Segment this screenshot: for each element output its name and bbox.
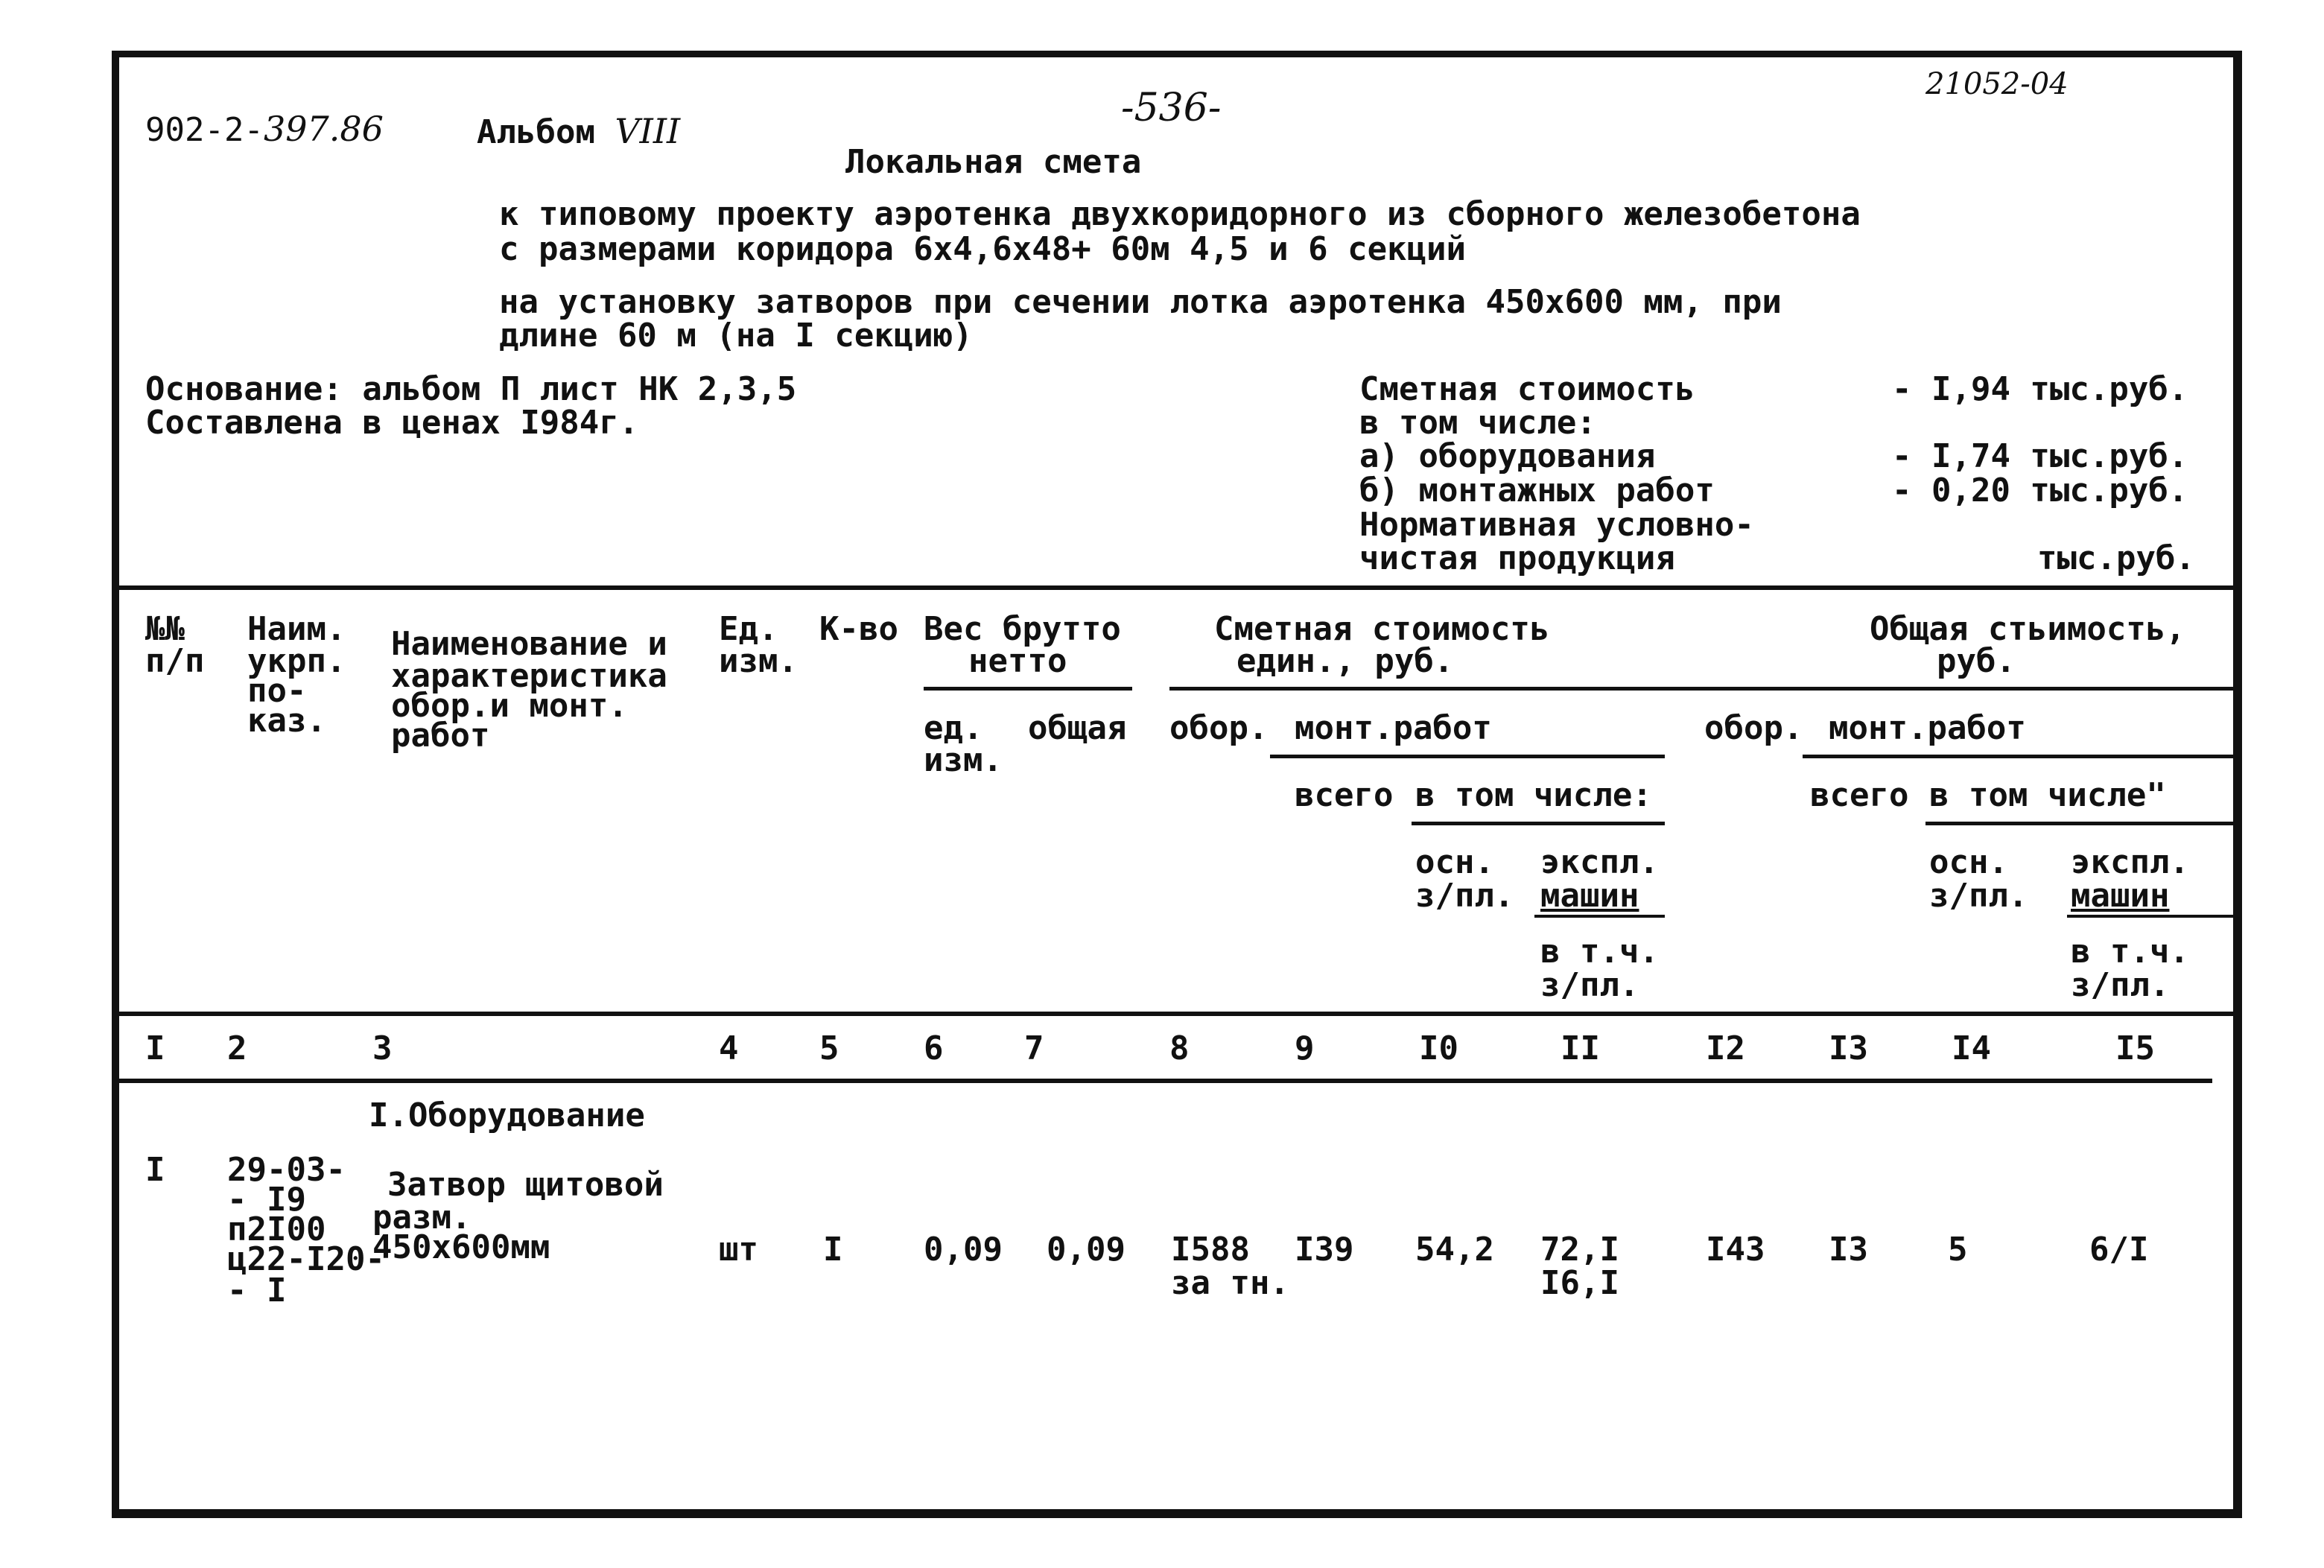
machine-unit-rule bbox=[1534, 915, 1665, 918]
col2-header-3: по- bbox=[247, 672, 307, 710]
row-code-4: ц22-I20- bbox=[227, 1240, 385, 1278]
row-code-3: п2I00 bbox=[227, 1210, 326, 1248]
row-base-wage-unit: 54,2 bbox=[1415, 1231, 1494, 1269]
row-name-1: Затвор щитовой bbox=[387, 1166, 664, 1204]
equip-total-header: обор. bbox=[1704, 709, 1803, 747]
document-title: Локальная смета bbox=[845, 143, 1142, 181]
incl-wage-unit-header-2: з/пл. bbox=[1540, 966, 1639, 1004]
install-unit-rule bbox=[1270, 755, 1665, 758]
col2-header-1: Наим. bbox=[247, 610, 346, 648]
incl-wage-total-header-2: з/пл. bbox=[2071, 966, 2170, 1004]
colnum-11: II bbox=[1561, 1029, 1600, 1067]
row-code-2: - I9 bbox=[227, 1181, 306, 1219]
col3-header-4: работ bbox=[391, 717, 490, 755]
subtitle-line-2: с размерами коридора 6х4,6х48+ 60м 4,5 и 6 секций bbox=[499, 230, 1467, 268]
subtitle-line-1: к типовому проекту аэротенка двухкоридорного из сборного железобетона bbox=[499, 195, 1861, 233]
row-install-total: I3 bbox=[1829, 1231, 1868, 1269]
install-unit-including-header: в том числе: bbox=[1415, 776, 1652, 814]
equipment-value: - I,74 тыс.руб. bbox=[1892, 437, 2188, 475]
normative-label-2: чистая продукция bbox=[1359, 539, 1675, 577]
row-machine-total: 6/I bbox=[2089, 1231, 2149, 1269]
table-top-rule bbox=[119, 585, 2242, 590]
row-name-3: 450х600мм bbox=[372, 1228, 550, 1266]
install-unit-header: монт.работ bbox=[1295, 709, 1492, 747]
cost-group-rule bbox=[1169, 687, 2242, 691]
base-wage-total-header-1: осн. bbox=[1929, 843, 2008, 881]
colnum-5: 5 bbox=[819, 1029, 839, 1067]
unit-cost-header-2: един., руб. bbox=[1236, 642, 1454, 680]
row-equip-total: I43 bbox=[1706, 1231, 1765, 1269]
colnum-13: I3 bbox=[1829, 1029, 1868, 1067]
row-machine-unit-1: 72,I bbox=[1540, 1231, 1619, 1269]
incl-wage-unit-header-1: в т.ч. bbox=[1540, 933, 1659, 971]
colnum-6: 6 bbox=[924, 1029, 944, 1067]
col2-header-2: укрп. bbox=[247, 642, 346, 680]
base-wage-unit-header-1: осн. bbox=[1415, 843, 1494, 881]
basis-line-1: Основание: альбом П лист НК 2,3,5 bbox=[145, 370, 797, 408]
weight-header-1: Вес брутто bbox=[924, 610, 1121, 648]
row-base-wage-total: 5 bbox=[1948, 1231, 1968, 1269]
page-number: -536- bbox=[1121, 86, 1222, 130]
row-code-1: 29-03- bbox=[227, 1151, 346, 1189]
colnum-8: 8 bbox=[1169, 1029, 1190, 1067]
section-title: I.Оборудование bbox=[369, 1096, 645, 1134]
base-wage-unit-header-2: з/пл. bbox=[1415, 877, 1514, 915]
row-machine-unit-2: I6,I bbox=[1540, 1264, 1619, 1302]
base-wage-total-rule bbox=[1925, 822, 2242, 825]
subtitle-line-3: на установку затворов при сечении лотка аэротенка 450х600 мм, при bbox=[499, 283, 1782, 321]
colnum-14: I4 bbox=[1952, 1029, 1991, 1067]
basis-line-2: Составлена в ценах I984г. bbox=[145, 404, 639, 442]
colnum-15: I5 bbox=[2115, 1029, 2155, 1067]
row-number: I bbox=[145, 1151, 165, 1189]
col3-header-1: Наименование и bbox=[391, 625, 667, 663]
column-numbers-bottom-rule bbox=[119, 1079, 2212, 1083]
row-qty: I bbox=[823, 1231, 843, 1269]
estimated-cost-label: Сметная стоимость bbox=[1359, 370, 1695, 408]
colnum-1: I bbox=[145, 1029, 165, 1067]
corner-number: 21052-04 bbox=[1925, 67, 2069, 101]
base-wage-unit-rule bbox=[1412, 822, 1665, 825]
colnum-2: 2 bbox=[227, 1029, 247, 1067]
weight-unit-header-2: изм. bbox=[924, 741, 1003, 779]
col1-header-1: №№ bbox=[145, 610, 185, 648]
machine-total-header-1: экспл. bbox=[2071, 843, 2189, 881]
installation-label: б) монтажных работ bbox=[1359, 472, 1715, 510]
column-numbers-top-rule bbox=[119, 1012, 2242, 1016]
weight-total-header: общая bbox=[1028, 709, 1127, 747]
machine-unit-header-2: машин bbox=[1540, 877, 1639, 915]
machine-unit-header-1: экспл. bbox=[1540, 843, 1659, 881]
incl-wage-total-header-1: в т.ч. bbox=[2071, 933, 2189, 971]
album-label: Альбом VIII bbox=[477, 111, 681, 151]
row-code-5: - I bbox=[227, 1272, 287, 1310]
unit-cost-header-1: Сметная стоимость bbox=[1214, 610, 1550, 648]
col1-header-2: п/п bbox=[145, 642, 205, 680]
col3-header-3: обор.и монт. bbox=[391, 687, 628, 725]
normative-label-1: Нормативная условно- bbox=[1359, 506, 1754, 544]
row-install-unit: I39 bbox=[1295, 1231, 1354, 1269]
equip-unit-header: обор. bbox=[1169, 709, 1269, 747]
row-weight-total: 0,09 bbox=[1047, 1231, 1126, 1269]
install-unit-total-header: всего bbox=[1295, 776, 1394, 814]
weight-rule bbox=[924, 687, 1132, 691]
doc-code: 902-2-397.86 bbox=[145, 109, 384, 149]
base-wage-total-header-2: з/пл. bbox=[1929, 877, 2028, 915]
install-total-rule bbox=[1803, 755, 2242, 758]
machine-total-header-2: машин bbox=[2071, 877, 2170, 915]
total-cost-header-1: Общая стьимость, bbox=[1870, 610, 2185, 648]
col2-header-4: каз. bbox=[247, 702, 326, 740]
colnum-3: 3 bbox=[372, 1029, 393, 1067]
colnum-7: 7 bbox=[1024, 1029, 1044, 1067]
row-equip-unit-1: I588 bbox=[1171, 1231, 1250, 1269]
including-label: в том числе: bbox=[1359, 404, 1596, 442]
normative-unit: тыс.руб. bbox=[2037, 539, 2195, 577]
install-total-total-header: всего bbox=[1810, 776, 1909, 814]
colnum-9: 9 bbox=[1295, 1029, 1315, 1067]
col4-header-2: изм. bbox=[719, 642, 798, 680]
weight-unit-header-1: ед. bbox=[924, 709, 983, 747]
col4-header-1: Ед. bbox=[719, 610, 778, 648]
install-total-including-header: в том числе" bbox=[1929, 776, 2166, 814]
colnum-4: 4 bbox=[719, 1029, 739, 1067]
install-total-header: монт.работ bbox=[1829, 709, 2026, 747]
row-equip-unit-2: за тн. bbox=[1171, 1264, 1289, 1302]
weight-header-2: нетто bbox=[968, 642, 1067, 680]
equipment-label: а) оборудования bbox=[1359, 437, 1656, 475]
machine-total-rule bbox=[2067, 915, 2242, 918]
row-weight-unit: 0,09 bbox=[924, 1231, 1003, 1269]
colnum-10: I0 bbox=[1419, 1029, 1458, 1067]
colnum-12: I2 bbox=[1706, 1029, 1745, 1067]
estimated-cost-value: - I,94 тыс.руб. bbox=[1892, 370, 2188, 408]
subtitle-line-4: длине 60 м (на I секцию) bbox=[499, 317, 973, 355]
col3-header-2: характеристика bbox=[391, 657, 667, 695]
row-name-2: разм. bbox=[372, 1199, 472, 1237]
total-cost-header-2: руб. bbox=[1937, 642, 2016, 680]
col5-header: К-во bbox=[819, 610, 898, 648]
row-unit: шт bbox=[719, 1231, 758, 1269]
installation-value: - 0,20 тыс.руб. bbox=[1892, 472, 2188, 510]
